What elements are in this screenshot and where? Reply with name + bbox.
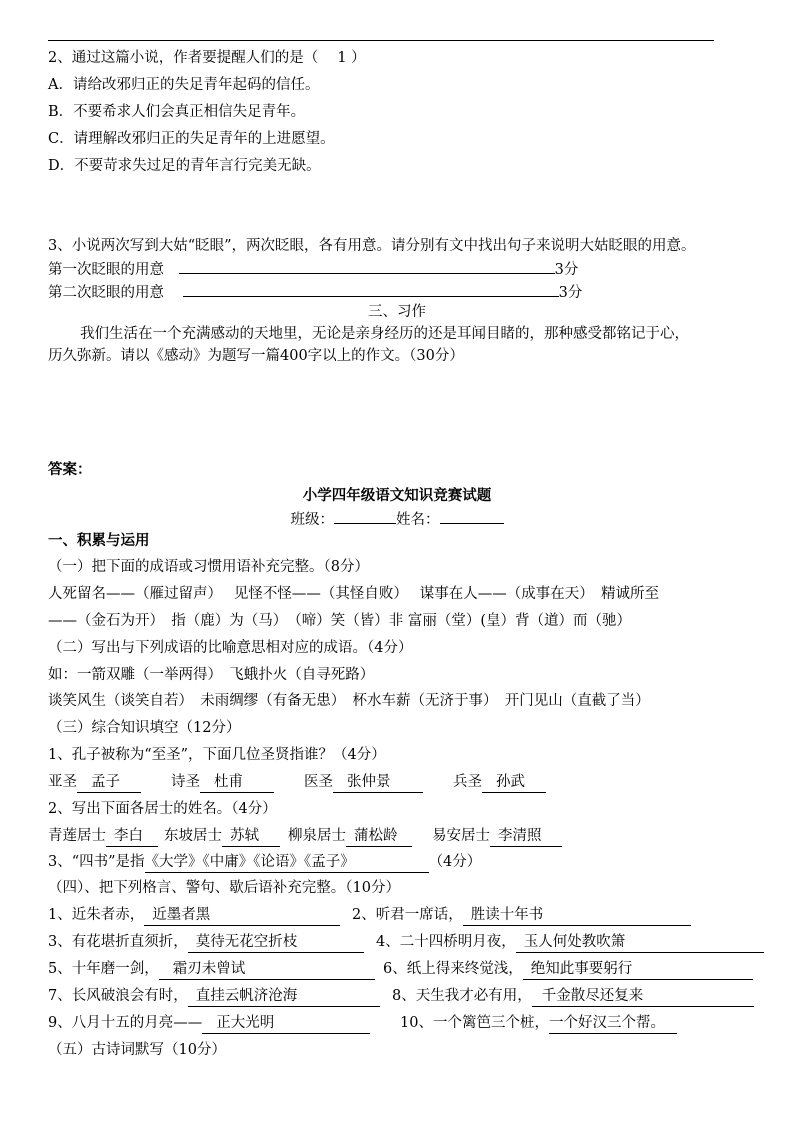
q3-first-line bbox=[48, 258, 578, 280]
name-label: 姓名： bbox=[396, 512, 440, 528]
p4-row bbox=[48, 986, 380, 1007]
section3-line2: 历久弥新。请以《感动》为题写一篇400字以上的作文。（30分） bbox=[48, 348, 464, 364]
p4-row bbox=[376, 932, 764, 953]
q2-option-a: A．请给改邪归正的失足青年起码的信任。 bbox=[48, 77, 320, 93]
jushi-line bbox=[48, 826, 562, 847]
p2-head: （二）写出与下列成语的比喻意思相对应的成语。（4分） bbox=[48, 640, 413, 656]
q2-stem: 2、通过这篇小说，作者要提醒人们的是（ 1 ） bbox=[48, 50, 366, 66]
jushi-answer: 苏轼 bbox=[222, 826, 280, 847]
sage-answer: 孟子 bbox=[77, 772, 141, 793]
jushi-label: 东坡居士 bbox=[164, 828, 222, 844]
p3-q3 bbox=[48, 852, 481, 873]
p4-answer: 胜读十年书 bbox=[463, 905, 691, 926]
jushi-label: 青莲居士 bbox=[48, 828, 106, 844]
p1-line2: ——（金石为开） 指（鹿）为（马） （啼）笑（皆）非 富丽（堂）(皇）背（道）而（驰） bbox=[48, 613, 632, 629]
jushi-answer: 李白 bbox=[106, 826, 158, 847]
sage-label: 诗圣 bbox=[171, 774, 200, 790]
p4-row bbox=[48, 905, 340, 926]
p4-head: （四）、把下列格言、警句、歇后语补充完整。（10分） bbox=[48, 880, 400, 896]
p1-line1: 人死留名——（雁过留声） 见怪不怪——（其怪自败） 谋事在人——（成事在天） 精诚所至 bbox=[48, 586, 659, 602]
p4-question: 4、二十四桥明月夜， bbox=[376, 934, 516, 950]
q2-option-d: D．不要苛求失过足的青年言行完美无缺。 bbox=[48, 158, 321, 174]
sage-label: 亚圣 bbox=[48, 774, 77, 790]
p2-line2: 谈笑风生（谈笑自若） 未雨绸缪（有备无患） 杯水车薪（无济于事） 开门见山（直截了当） bbox=[48, 693, 650, 709]
q3-second-blank[interactable] bbox=[183, 281, 559, 297]
jushi-label: 易安居士 bbox=[432, 828, 490, 844]
jushi-answer: 蒲松龄 bbox=[346, 826, 412, 847]
p4-answer: 直挂云帆济沧海 bbox=[188, 986, 380, 1007]
q3-first-score: 3分 bbox=[554, 262, 579, 278]
p4-answer: 绝知此事要躬行 bbox=[523, 959, 753, 980]
p3-head: （三）综合知识填空（12分） bbox=[48, 720, 241, 736]
q3-second-line bbox=[48, 281, 582, 303]
sage-answer: 孙武 bbox=[482, 772, 546, 793]
p4-row bbox=[392, 986, 754, 1007]
sage-label: 医圣 bbox=[304, 774, 333, 790]
jushi-label: 柳泉居士 bbox=[288, 828, 346, 844]
p1-head: （一）把下面的成语或习惯用语补充完整。（8分） bbox=[48, 559, 369, 575]
p4-question: 1、近朱者赤， bbox=[48, 907, 145, 923]
p4-question: 3、有花堪折直须折， bbox=[48, 934, 188, 950]
class-label: 班级： bbox=[290, 512, 334, 528]
p4-row bbox=[48, 1013, 370, 1034]
answers-label: 答案： bbox=[48, 461, 92, 478]
p4-answer: 近墨者黑 bbox=[144, 905, 340, 926]
sages-line bbox=[48, 772, 546, 793]
p4-row bbox=[48, 932, 364, 953]
p4-row bbox=[48, 959, 375, 980]
p3-q2: 2、写出下面各居士的姓名。（4分） bbox=[48, 801, 277, 817]
p4-question: 6、纸上得来终觉浅， bbox=[383, 961, 523, 977]
p4-answer: 正大光明 bbox=[202, 1013, 370, 1034]
q2-option-b: B．不要希求人们会真正相信失足青年。 bbox=[48, 104, 306, 120]
p3-q3-answer: 《大学》《中庸》《论语》《孟子》 bbox=[145, 852, 429, 873]
p3-q1: 1、孔子被称为“至圣”，下面几位圣贤指谁？（4分） bbox=[48, 747, 386, 763]
p4-row bbox=[352, 905, 691, 926]
p4-question: 10、一个篱笆三个桩， bbox=[400, 1015, 549, 1031]
part1-title: 一、积累与运用 bbox=[48, 532, 150, 549]
p3-q3-score: （4分） bbox=[428, 854, 482, 870]
class-blank[interactable] bbox=[334, 508, 396, 524]
p2-line1: 如：一箭双雕（一举两得） 飞蛾扑火（自寻死路） bbox=[48, 667, 375, 683]
sage-answer: 杜甫 bbox=[200, 772, 274, 793]
sage-answer: 张仲景 bbox=[333, 772, 423, 793]
top-rule bbox=[48, 40, 714, 41]
p4-answer: 玉人何处教吹箫 bbox=[516, 932, 764, 953]
sage-label: 兵圣 bbox=[453, 774, 482, 790]
p4-question: 7、长风破浪会有时， bbox=[48, 988, 188, 1004]
p4-answer: 莫待无花空折枝 bbox=[188, 932, 364, 953]
q3-first-blank[interactable] bbox=[179, 258, 555, 274]
p4-question: 8、天生我才必有用， bbox=[392, 988, 532, 1004]
p4-row bbox=[400, 1013, 677, 1034]
q3-stem: 3、小说两次写到大姑“眨眼”，两次眨眼，各有用意。请分别有文中找出句子来说明大姑眨眼的用意。 bbox=[48, 238, 696, 254]
section3-title: 三、习作 bbox=[368, 304, 426, 320]
p4-answer: 霜刃未曾试 bbox=[159, 959, 375, 980]
p4-question: 2、听君一席话， bbox=[352, 907, 463, 923]
answers-title: 小学四年级语文知识竞赛试题 bbox=[302, 487, 492, 504]
p4-row bbox=[383, 959, 753, 980]
q3-first-label: 第一次眨眼的用意 bbox=[48, 262, 164, 278]
name-blank[interactable] bbox=[440, 508, 504, 524]
p3-q3-prefix: 3、“四书”是指 bbox=[48, 854, 145, 870]
p5-head: （五）古诗词默写（10分） bbox=[48, 1042, 226, 1058]
p4-question: 5、十年磨一剑， bbox=[48, 961, 159, 977]
class-name-line bbox=[0, 508, 794, 530]
section3-line1: 我们生活在一个充满感动的天地里，无论是亲身经历的还是耳闻目睹的，那种感受都铭记于心， bbox=[80, 326, 689, 342]
q3-second-label: 第二次眨眼的用意 bbox=[48, 285, 164, 301]
p4-question: 9、八月十五的月亮—— bbox=[48, 1015, 203, 1031]
q3-second-score: 3分 bbox=[558, 285, 583, 301]
p4-answer: 千金散尽还复来 bbox=[532, 986, 754, 1007]
p4-answer: 一个好汉三个帮。 bbox=[549, 1013, 677, 1034]
jushi-answer: 李清照 bbox=[490, 826, 562, 847]
q2-option-c: C．请理解改邪归正的失足青年的上进愿望。 bbox=[48, 131, 335, 147]
